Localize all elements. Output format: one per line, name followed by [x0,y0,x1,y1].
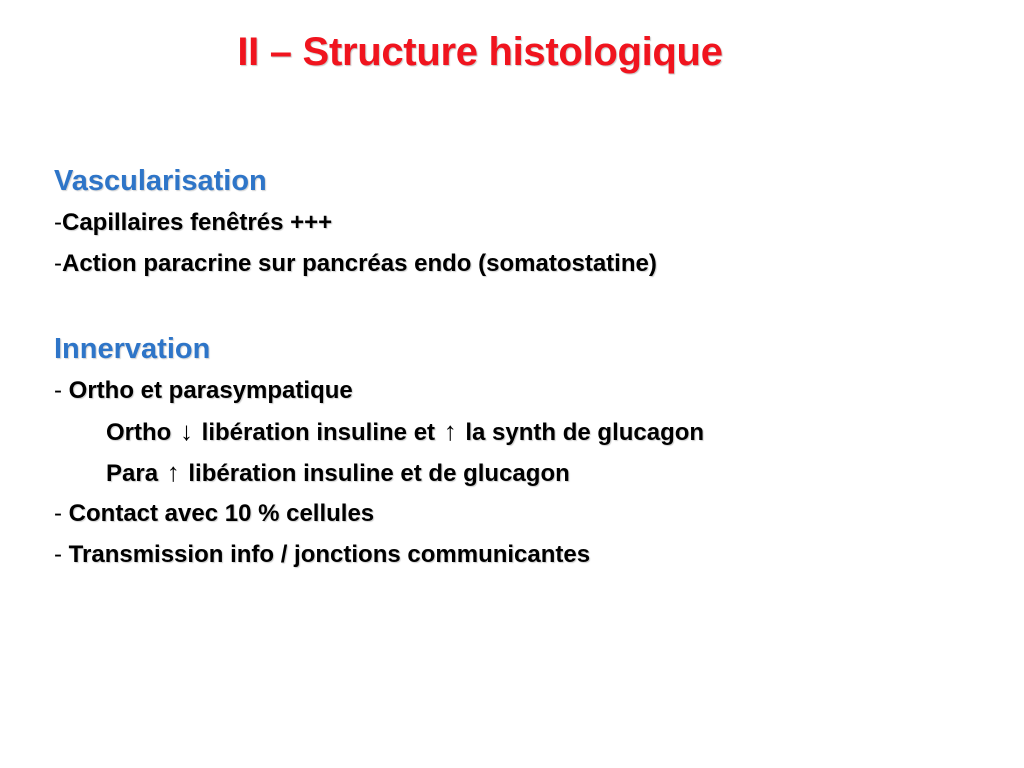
bullet-ortho-parasympatique [54,370,994,411]
bullet-dash: - [54,541,69,568]
bullet-dash: - [54,209,62,236]
bullet-text: Capillaires fenêtrés +++ [62,209,333,236]
heading-innervation: Innervation [54,333,211,365]
sub-bullet-para [54,452,994,493]
slide-title: II – Structure histologique [237,30,723,74]
bullet-dash: - [54,250,62,277]
section-spacer [54,284,994,328]
bullet-text: Ortho et parasympatique [68,377,353,404]
sub-bullet-text-part3: la synth de glucagon [458,419,705,446]
bullet-text: Transmission info / jonctions communicantes [68,541,591,568]
arrow-up-icon: ↑ [443,416,457,446]
bullet-transmission [54,534,994,575]
sub-bullet-text-part1: Ortho [106,419,178,446]
sub-bullet-text-part2: libération insuline et de glucagon [181,460,570,487]
bullet-dash: - [54,500,69,527]
sub-bullet-text-part2: libération insuline et [195,419,442,446]
bullet-dash: - [54,377,69,404]
bullet-contact [54,493,994,534]
bullet-action-paracrine [54,243,994,284]
arrow-up-icon: ↑ [166,457,180,487]
arrow-down-icon: ↓ [180,416,193,446]
bullet-text: Action paracrine sur pancréas endo (somatostatine) [62,250,657,277]
sub-bullet-text-part1: Para [106,460,165,487]
bullet-text: Contact avec 10 % cellules [68,500,375,527]
slide-content [54,160,994,575]
heading-vascularisation: Vascularisation [54,165,267,197]
sub-bullet-ortho [54,411,994,452]
bullet-capillaires [54,202,994,243]
